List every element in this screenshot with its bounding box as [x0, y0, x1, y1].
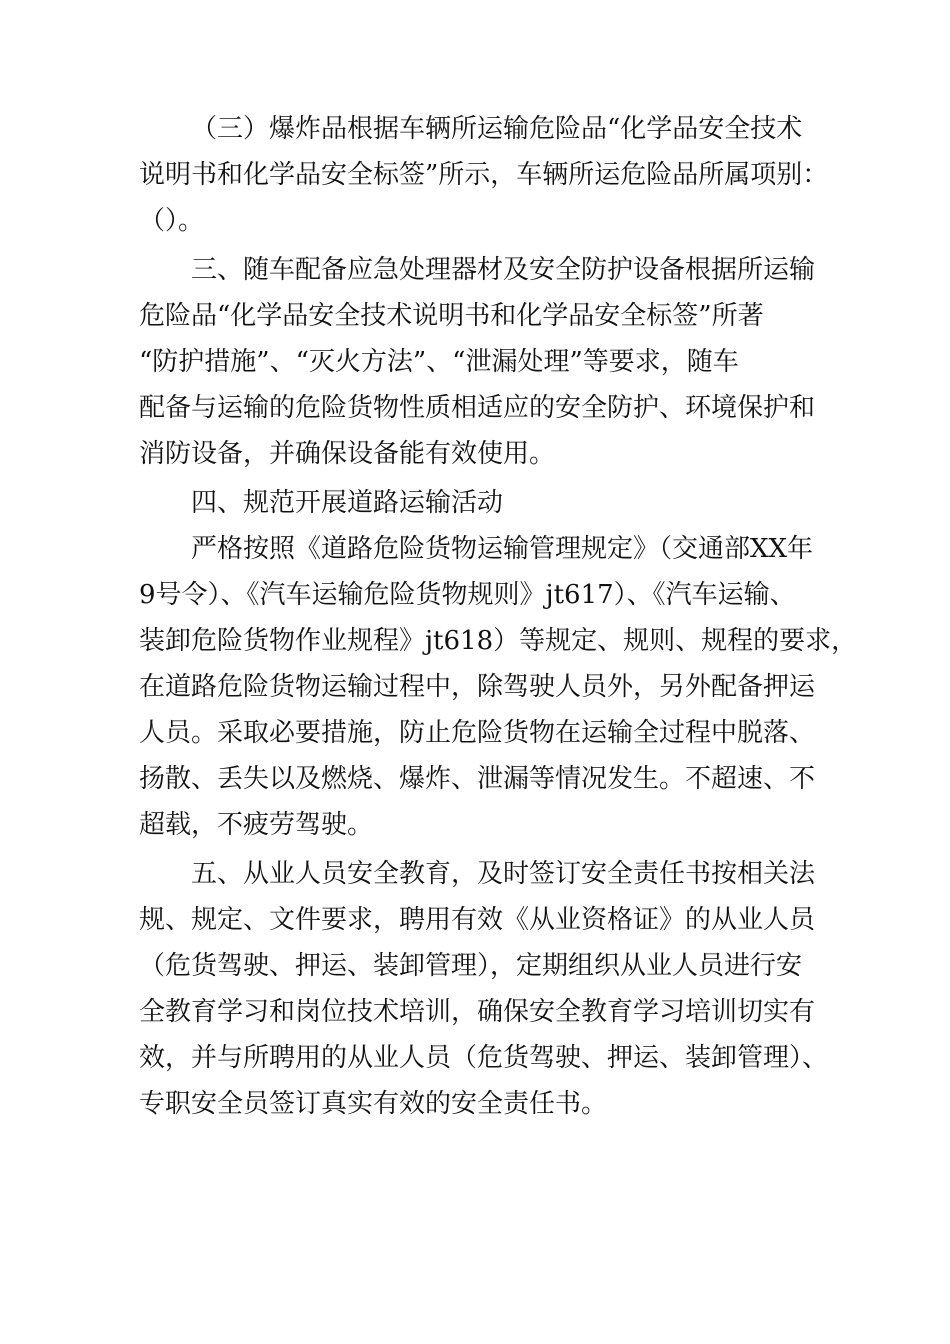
paragraph-line: 规、规定、文件要求，聘用有效《从业资格证》的从业人员: [139, 905, 816, 935]
paragraph-line: 9号令）、《汽车运输危险货物规则》jt617）、《汽车运输、: [139, 580, 796, 610]
paragraph-line: （）。: [139, 206, 205, 236]
paragraph-line: 五、从业人员安全教育，及时签订安全责任书按相关法: [191, 859, 816, 889]
paragraph-line: 在道路危险货物运输过程中，除驾驶人员外，另外配备押运: [139, 672, 816, 702]
section-heading: 四、规范开展道路运输活动: [191, 488, 504, 518]
paragraph-line: （三）爆炸品根据车辆所运输危险品“化学品安全技术: [191, 114, 803, 144]
paragraph-line: 全教育学习和岗位技术培训，确保安全教育学习培训切实有: [139, 997, 816, 1027]
paragraph-line: 说明书和化学品安全标签”所示，车辆所运危险品所属项别：: [139, 160, 829, 190]
paragraph-road-transport-heading: [139, 480, 839, 526]
paragraph-line: 效，并与所聘用的从业人员（危货驾驶、押运、装卸管理）、: [139, 1043, 829, 1073]
paragraph-line: 扬散、丢失以及燃烧、爆炸、泄漏等情况发生。不超速、不: [139, 764, 816, 794]
paragraph-line: 专职安全员签订真实有效的安全责任书。: [139, 1089, 608, 1119]
paragraph-line: 装卸危险货物作业规程》jt618）等规定、规则、规程的要求，: [139, 626, 858, 656]
paragraph-line: 消防设备，并确保设备能有效使用。: [139, 439, 556, 469]
paragraph-line: 危险品“化学品安全技术说明书和化学品安全标签”所著: [139, 301, 764, 331]
paragraph-line: （危货驾驶、押运、装卸管理），定期组织从业人员进行安: [139, 951, 803, 981]
paragraph-line: 人员。采取必要措施，防止危险货物在运输全过程中脱落、: [139, 718, 816, 748]
paragraph-line: 三、随车配备应急处理器材及安全防护设备根据所运输: [191, 255, 816, 285]
paragraph-line: 严格按照《道路危险货物运输管理规定》（交通部XX年: [191, 534, 814, 564]
paragraph-emergency-equipment: [139, 247, 839, 477]
paragraph-explosives-classification: [139, 106, 839, 244]
paragraph-line: 超载，不疲劳驾驶。: [139, 810, 374, 840]
paragraph-road-transport-body: [139, 526, 858, 848]
paragraph-staff-safety-education: [139, 851, 839, 1127]
paragraph-line: “防护措施”、“灭火方法”、“泄漏处理”等要求，随车: [139, 347, 739, 377]
document-body: [139, 106, 858, 1127]
paragraph-line: 配备与运输的危险货物性质相适应的安全防护、环境保护和: [139, 393, 816, 423]
